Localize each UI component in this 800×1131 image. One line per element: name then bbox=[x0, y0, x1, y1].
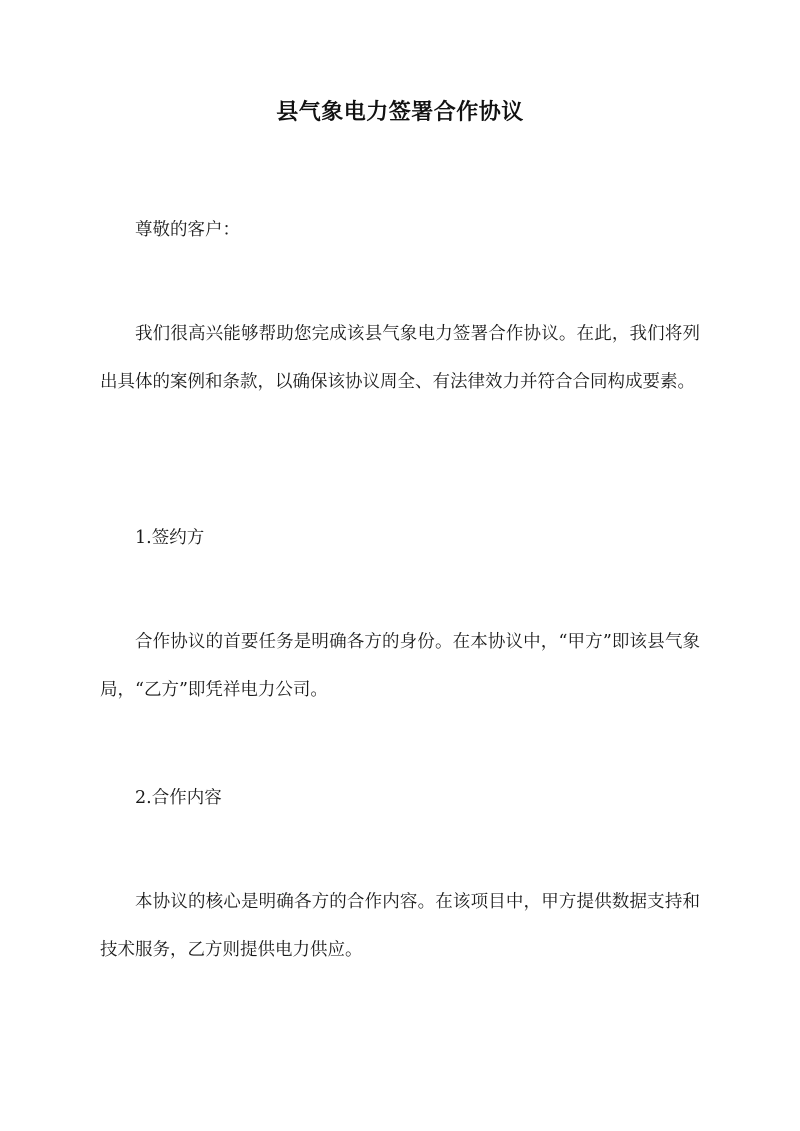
section-heading: 2.合作内容 bbox=[135, 788, 222, 808]
intro-paragraph: 我们很高兴能够帮助您完成该县气象电力签署合作协议。在此，我们将列出具体的案例和条款，以确保该协议周全、有法律效力并符合合同构成要素。 bbox=[100, 324, 700, 392]
section-1-body-block bbox=[100, 618, 700, 714]
section-body: 合作协议的首要任务是明确各方的身份。在本协议中，“甲方”即该县气象局，“乙方”即凭祥电力公司。 bbox=[100, 632, 700, 700]
document-title: 县气象电力签署合作协议 bbox=[276, 99, 524, 125]
salutation-text: 尊敬的客户： bbox=[135, 220, 240, 240]
intro-paragraph-block bbox=[100, 310, 700, 406]
section-1-heading-block bbox=[100, 514, 700, 562]
section-2-body-block bbox=[100, 878, 700, 974]
salutation-block bbox=[100, 206, 700, 254]
section-heading: 1.签约方 bbox=[135, 528, 205, 548]
section-2-heading-block bbox=[100, 774, 700, 822]
section-body: 本协议的核心是明确各方的合作内容。在该项目中，甲方提供数据支持和技术服务，乙方则提供电力供应。 bbox=[100, 892, 700, 960]
